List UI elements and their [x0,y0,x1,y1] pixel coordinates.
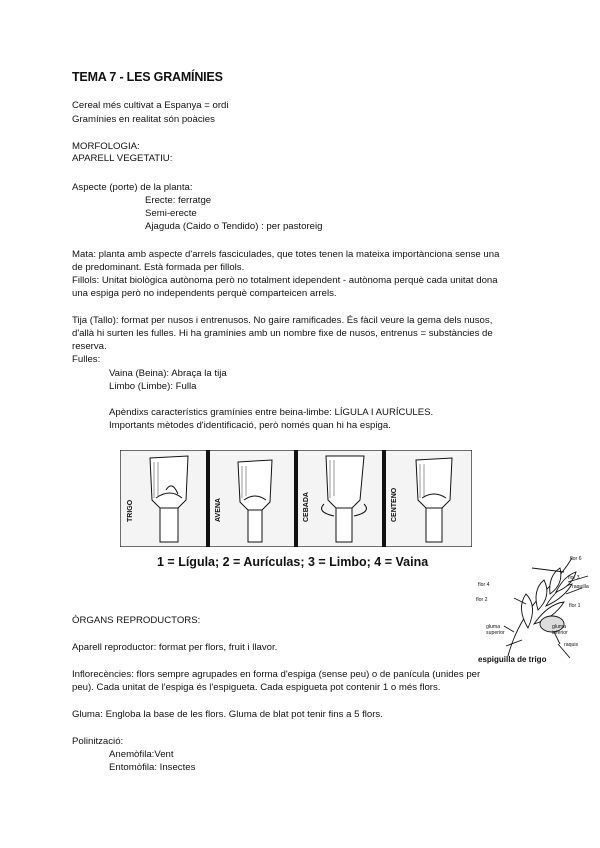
mata-line-2: de predominant. Està formada per fillols. [72,262,245,273]
anemofila-item: Anemòfila:Vent [109,749,174,760]
polinitzacio-label: Polinització: [72,736,124,747]
aparell-reproductor: Aparell reproductor: format per flors, fruit i llavor. [72,642,278,653]
label-flor-4: flor 4 [478,582,490,588]
tija-line-3: reserva. [72,341,107,352]
entomofila-item: Entomòfila: Insectes [109,762,196,773]
intro-line-1: Cereal més cultivat a Espanya = ordi [72,100,229,111]
aspecte-item-ajaguda: Ajaguda (Caido o Tendido) : per pastoreig [145,221,323,232]
fillols-line-2: una espiga però no independents perquè comparteicen arrels. [72,288,337,299]
tija-line-2: d'allà hi surten les fulles. Hi ha gramínies amb un nombre fixe de nusos, entrenus = substàncies de [72,328,493,339]
ligula-auricules-figure [120,450,472,547]
panel-label-cebada: CEBADA [303,492,310,522]
inflorescencies-line-1: Inflorecències: flors sempre agrupades en forma d'espiga (sense peu) o de panícula (unides per [72,669,481,680]
aspecte-item-erecte: Erecte: ferratge [145,195,212,206]
apendix-line-2: Importants mètodes d'identificació, però només quan hi ha espiga. [109,420,391,431]
label-gluma-superior-1: gluma [486,624,501,630]
label-gluma-superior-2: superior [486,630,505,636]
fulles-limbo: Limbo (Limbe): Fulla [109,381,197,392]
inflorescencies-line-2: peu). Cada unitat de l'espiga és l'espigueta. Cada espigueta pot contenir 1 o més flors. [72,682,441,693]
apendix-line-1: Apèndixs característics gramínies entre beina-limbe: LÍGULA I AURÍCULES. [109,407,434,418]
panel-label-centeno: CENTENO [391,487,398,522]
label-gluma-inferior-2: inferior [552,630,568,636]
intro-line-2: Gramínies en realitat són poàcies [72,114,215,125]
morfologia-heading: MORFOLOGIA: [72,141,140,152]
espiguilla-caption: espiguilla de trigo [478,655,547,664]
espiguilla-figure [468,548,598,666]
label-flor-3: flor 3 [568,575,580,581]
organs-heading: ÒRGANS REPRODUCTORS: [72,615,201,626]
label-raquis: raquis [564,642,579,648]
label-gluma-inferior-1: gluma [552,624,567,630]
panel-label-trigo: TRIGO [127,499,134,522]
mata-line-1: Mata: planta amb aspecte d'arrels fasciculades, que totes tenen la mateixa importànciona sense una [72,249,500,260]
label-flor-1: flor 1 [569,603,581,609]
fulles-label: Fulles: [72,354,101,365]
gluma-text: Gluma: Engloba la base de les flors. Gluma de blat pot tenir fins a 5 flors. [72,709,383,720]
tija-line-1: Tija (Tallo): format per nusos i entrenusos. No gaire ramificades. És fàcil veure la gema dels nusos, [72,315,493,326]
figure-legend: 1 = Lígula; 2 = Aurículas; 3 = Limbo; 4 = Vaina [157,555,429,569]
aparell-vegetatiu-heading: APARELL VEGETATIU: [72,153,173,164]
page-title: TEMA 7 - LES GRAMÍNIES [72,70,223,84]
fillols-line-1: Fillols: Unitat biològica autònoma però no totalment idependent - autònoma perquè cada unitat dona [72,275,498,286]
label-raquilla: raquilla [572,584,589,590]
panel-label-avena: AVENA [215,498,222,522]
label-flor-6: flor 6 [570,556,582,562]
label-flor-2: flor 2 [476,597,488,603]
aspecte-item-semi-erecte: Semi-erecte [145,208,197,219]
fulles-vaina: Vaina (Beina): Abraça la tija [109,368,227,379]
aspecte-label: Aspecte (porte) de la planta: [72,182,193,193]
